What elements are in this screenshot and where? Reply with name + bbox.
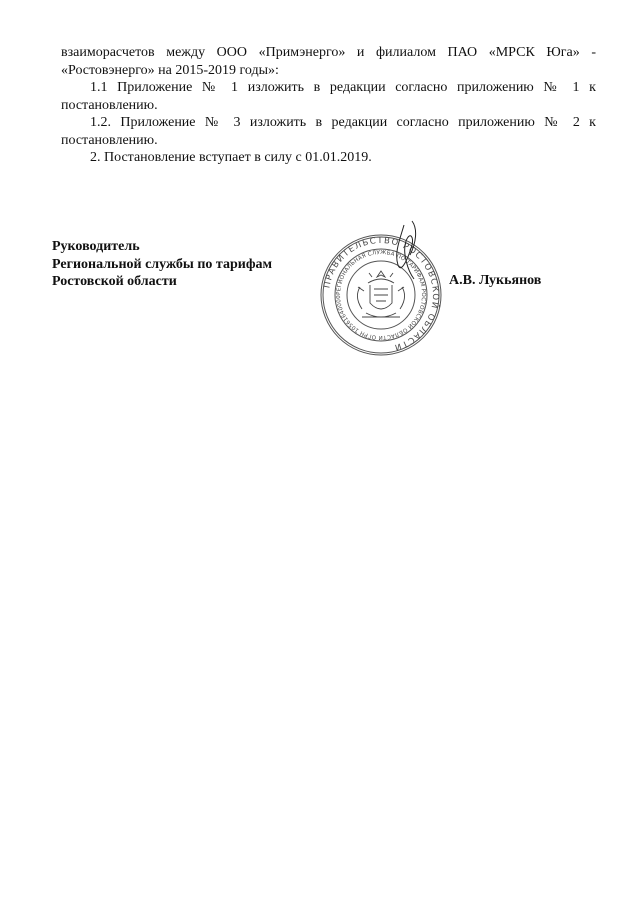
body-text [61,44,596,167]
paragraph-settlement [61,44,596,79]
signature-title-line: Руководитель [52,239,140,254]
paragraph-item-2 [61,149,596,167]
seal-inner-text-content: РЕГИОНАЛЬНАЯ СЛУЖБА ПО ТАРИФАМ РОСТОВСКОЙ ОБЛАСТИ ОГРН 10561640000 [335,249,427,341]
text-line: 1.1 Приложение № 1 изложить в редакции согласно приложению № 1 к [90,80,596,95]
seal-outer-text-content: ПРАВИТЕЛЬСТВО РОСТОВСКОЙ ОБЛАСТИ [322,235,441,353]
signature-title-line: Ростовской области [52,274,177,289]
official-seal [316,217,446,362]
text-line: постановлению. [61,97,158,113]
signatory-name: А.В. Лукьянов [449,273,542,288]
text-line: постановлению. [61,132,158,148]
text-line: взаиморасчетов между ООО «Примэнерго» и филиалом ПАО «МРСК Юга» - [61,45,596,60]
text-line: 1.2. Приложение № 3 изложить в редакции согласно приложению № 2 к [90,115,596,130]
seal-icon [316,217,446,362]
text-line: «Ростовэнерго» на 2015-2019 годы»: [61,62,279,78]
signature-title-line: Региональной службы по тарифам [52,256,273,272]
signature-title [52,238,272,291]
paragraph-item-1-2 [61,114,596,149]
coat-of-arms-icon [357,271,404,317]
paragraph-item-1-1 [61,79,596,114]
text-line: 2. Постановление вступает в силу с 01.01.2019. [90,150,372,165]
